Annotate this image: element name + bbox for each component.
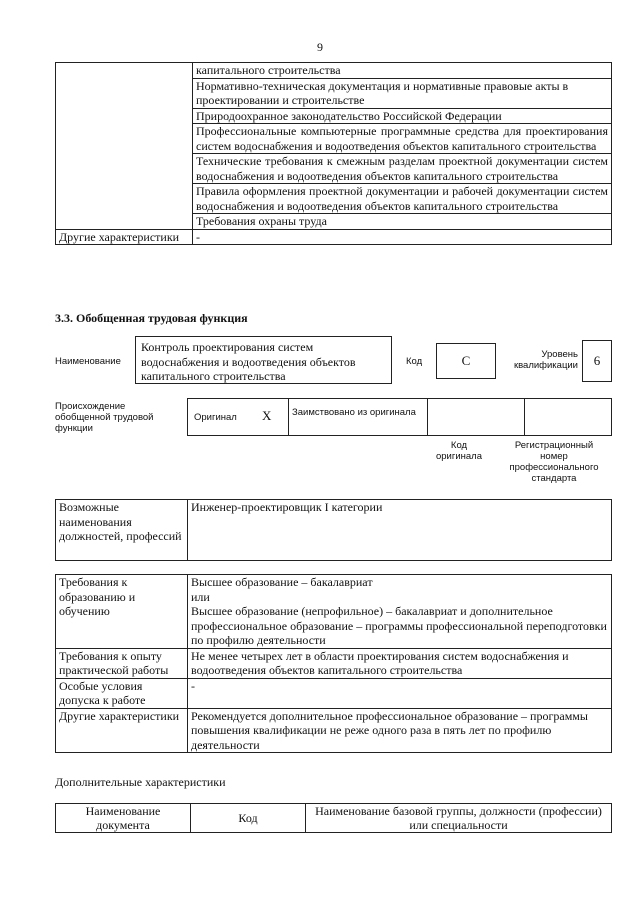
- origin-label: Происхождение обобщенной трудовой функции: [55, 401, 154, 434]
- positions-table: [55, 499, 612, 561]
- other-characteristics-value: -: [193, 229, 612, 245]
- special-conditions-value: -: [188, 678, 612, 708]
- code-label: Код: [406, 356, 423, 367]
- table-row: [56, 229, 612, 245]
- function-code: C: [436, 343, 496, 379]
- table-row: [56, 804, 612, 833]
- borrowed-label: Заимствовано из оригинала: [292, 407, 416, 418]
- education-label: Требования к образованию и обучению: [56, 575, 188, 649]
- header-group: Наименование базовой группы, должности (профессии) или специальности: [306, 804, 612, 833]
- other-label: Другие характеристики: [56, 708, 188, 753]
- table-cell: Технические требования к смежным разделам проектной документации систем водоснабжения и водоотведения объектов капитального строительства: [193, 154, 612, 184]
- table-row: [56, 63, 612, 79]
- table-cell: Профессиональные компьютерные программные средства для проектирования систем водоснабжения и водоотведения объектов капитального строительства: [193, 124, 612, 154]
- code-original-caption: Код оригинала: [435, 440, 482, 462]
- original-label: Оригинал: [194, 412, 237, 423]
- reg-number-caption: Регистрационный номер профессионального стандарта: [509, 440, 599, 484]
- name-label: Наименование: [55, 356, 121, 367]
- header-document: Наименование документа: [56, 804, 191, 833]
- original-mark: X: [262, 408, 272, 423]
- table-row: [56, 708, 612, 753]
- other-value: Рекомендуется дополнительное профессиональное образование – программы повышения квалификации не реже одного раза в пять лет по профилю деятельности: [188, 708, 612, 753]
- table-cell: Природоохранное законодательство Российской Федерации: [193, 108, 612, 124]
- table-cell: капитального строительства: [193, 63, 612, 79]
- section-title: 3.3. Обобщенная трудовая функция: [55, 311, 248, 325]
- positions-label: Возможные наименования должностей, профессий: [56, 500, 188, 561]
- table-row: [56, 575, 612, 649]
- qualification-level: 6: [582, 340, 612, 382]
- experience-value: Не менее четырех лет в области проектирования систем водоснабжения и водоотведения объектов капитального строительства: [188, 648, 612, 678]
- function-name: Контроль проектирования систем водоснабжения и водоотведения объектов капитального строительства: [135, 336, 392, 384]
- experience-label: Требования к опыту практической работы: [56, 648, 188, 678]
- additional-table: [55, 803, 612, 833]
- education-value: Высшее образование – бакалавриат или Высшее образование (непрофильное) – бакалавриат и дополнительное профессиональное образование – программы профессиональной переподготовки по профилю деятельности: [188, 575, 612, 649]
- table-cell: Правила оформления проектной документации и рабочей документации систем водоснабжения и водоотведения объектов капитального строительства: [193, 184, 612, 214]
- requirements-table: [55, 574, 612, 753]
- table-row: [56, 648, 612, 678]
- table-row: [56, 500, 612, 561]
- table-cell: Требования охраны труда: [193, 214, 612, 230]
- header-code: Код: [191, 804, 306, 833]
- other-characteristics-label: Другие характеристики: [56, 229, 193, 245]
- table-cell: Нормативно-техническая документация и нормативные правовые акты в проектировании и строительстве: [193, 78, 612, 108]
- knowledge-table: [55, 62, 612, 245]
- table-row: [56, 678, 612, 708]
- special-conditions-label: Особые условия допуска к работе: [56, 678, 188, 708]
- page-number: 9: [317, 40, 323, 54]
- additional-title: Дополнительные характеристики: [55, 775, 226, 789]
- positions-value: Инженер-проектировщик I категории: [188, 500, 612, 561]
- level-label: Уровень квалификации: [513, 349, 578, 371]
